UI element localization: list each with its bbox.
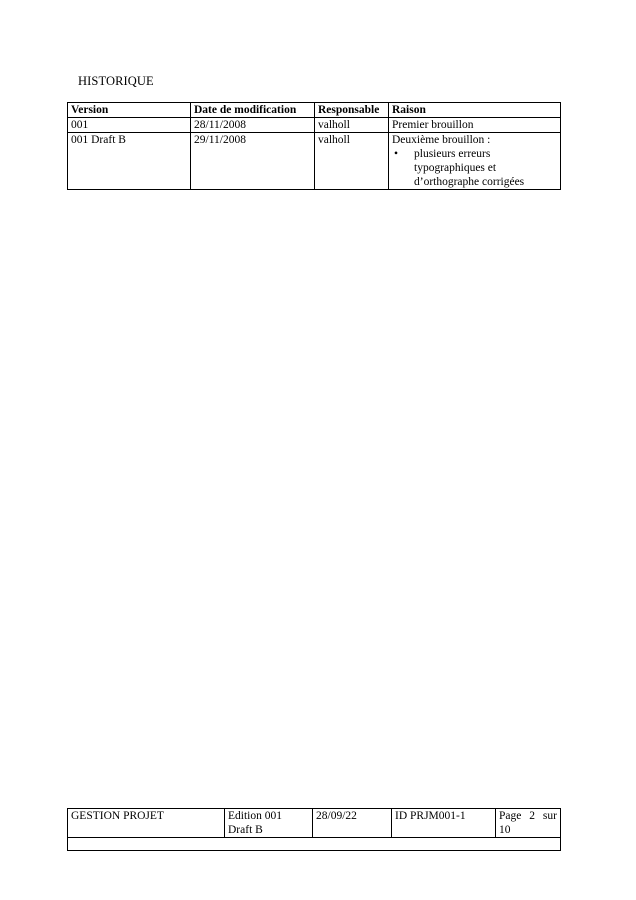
- section-title: HISTORIQUE: [78, 74, 154, 88]
- column-header-date: Date de modification: [191, 103, 315, 118]
- table-row: [68, 118, 561, 133]
- column-header-raison: Raison: [389, 103, 561, 118]
- cell-date: 28/11/2008: [191, 118, 315, 133]
- cell-raison: Premier brouillon: [389, 118, 561, 133]
- cell-raison: [389, 133, 561, 190]
- cell-date: 29/11/2008: [191, 133, 315, 190]
- footer-empty-cell: [68, 838, 561, 851]
- cell-responsable: valholl: [315, 118, 389, 133]
- cell-responsable: valholl: [315, 133, 389, 190]
- footer-page-number: Page 2 sur 10: [496, 809, 561, 838]
- footer-doc-id: ID PRJM001-1: [392, 809, 496, 838]
- footer-row: [68, 809, 561, 838]
- column-header-version: Version: [68, 103, 191, 118]
- footer-empty-row: [68, 838, 561, 851]
- raison-bullet-list: [392, 147, 557, 189]
- cell-version: 001: [68, 118, 191, 133]
- footer-project: GESTION PROJET: [68, 809, 225, 838]
- history-table: [67, 102, 561, 190]
- bullet-text: plusieurs erreurs typographiques et d’orthographe corrigées: [414, 148, 525, 188]
- footer-edition: Edition 001 Draft B: [225, 809, 313, 838]
- page-footer-table: [67, 808, 561, 851]
- history-header-row: [68, 103, 561, 118]
- bullet-icon: •: [394, 148, 399, 160]
- column-header-responsable: Responsable: [315, 103, 389, 118]
- raison-text: Deuxième brouillon :: [392, 134, 491, 146]
- cell-version: 001 Draft B: [68, 133, 191, 190]
- list-item: [392, 147, 557, 189]
- footer-date: 28/09/22: [313, 809, 392, 838]
- table-row: [68, 133, 561, 190]
